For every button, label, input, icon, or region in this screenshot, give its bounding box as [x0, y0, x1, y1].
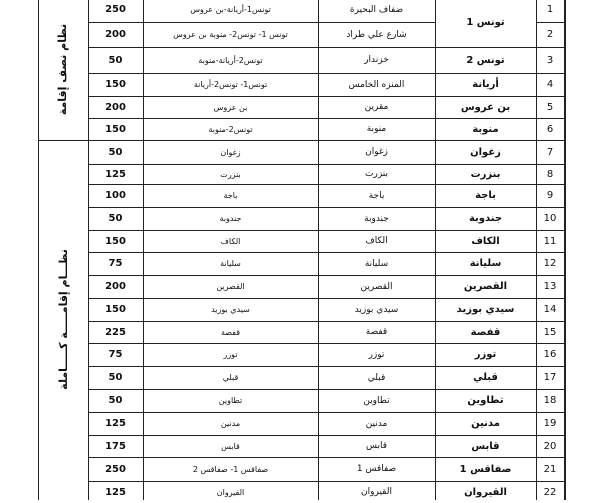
- row-rule: [88, 22, 435, 23]
- governorate-name: تونس 2: [466, 54, 505, 66]
- row-number: 19: [543, 418, 557, 429]
- row-rule: [88, 47, 564, 48]
- row-rule: [88, 96, 564, 97]
- capacity-value: 50: [108, 372, 123, 383]
- governorate-name: قفصة: [470, 326, 501, 338]
- location-name: الكاف: [365, 236, 388, 246]
- capacity-value: 50: [108, 54, 123, 66]
- location-name: توزر: [368, 349, 385, 360]
- location-name: منوبة: [366, 124, 387, 134]
- row-rule: [88, 457, 564, 458]
- governorate-name: القيروان: [464, 486, 507, 498]
- location-name: قفصة: [365, 327, 388, 337]
- served-areas: جندوبة: [219, 214, 242, 223]
- row-rule: [88, 73, 564, 74]
- section-label-half-board: [38, 0, 88, 138]
- location-name: جندوبة: [364, 213, 389, 224]
- location-name: شارع علي طراد: [346, 29, 407, 40]
- row-number: 21: [543, 463, 557, 475]
- location-name: خزندار: [364, 55, 389, 65]
- location-name: صفاقس 1: [356, 464, 397, 474]
- location-name: زغوان: [365, 147, 388, 157]
- row-number: 22: [543, 486, 557, 498]
- row-rule: [88, 230, 564, 231]
- capacity-value: 50: [108, 213, 123, 224]
- row-rule: [88, 118, 564, 119]
- row-rule: [88, 207, 564, 208]
- table-outer-border: [565, 0, 566, 500]
- served-areas: باجة: [223, 191, 238, 200]
- capacity-value: 75: [108, 349, 123, 360]
- column-rule: [88, 0, 89, 500]
- location-name: القيروان: [361, 487, 392, 497]
- served-areas: بن عروس: [213, 102, 248, 112]
- served-areas: الكاف: [220, 236, 241, 246]
- served-areas: مدنين: [220, 419, 241, 428]
- row-number: 14: [543, 304, 557, 315]
- row-number: 12: [543, 258, 557, 269]
- row-number: 6: [546, 123, 554, 135]
- row-number: 20: [543, 440, 557, 452]
- row-rule: [88, 366, 564, 367]
- served-areas: القصرين: [216, 282, 245, 291]
- capacity-value: 200: [105, 29, 126, 40]
- location-name: سيدي بوزيد: [354, 304, 399, 315]
- capacity-value: 150: [105, 123, 126, 135]
- capacity-value: 150: [105, 79, 126, 90]
- governorate-name: زغوان: [470, 146, 501, 158]
- location-name: باجة: [368, 190, 385, 201]
- row-number: 7: [546, 146, 554, 158]
- capacity-value: 150: [105, 235, 126, 247]
- location-name: القصرين: [360, 281, 393, 292]
- row-number: 13: [543, 281, 557, 292]
- served-areas: تونس1-أريانة-بن عروس: [190, 5, 271, 14]
- column-rule: [318, 0, 319, 500]
- governorate-name: تطاوين: [467, 395, 504, 406]
- served-areas: صفاقس 1- صفاقس 2: [192, 464, 269, 474]
- governorate-name: تونس 1: [466, 16, 505, 28]
- row-number: 10: [543, 213, 557, 224]
- governorate-name: باجة: [475, 190, 496, 201]
- governorate-name: قبلي: [473, 372, 498, 383]
- row-rule: [88, 275, 564, 276]
- row-number: 3: [546, 54, 554, 66]
- row-number: 9: [546, 190, 554, 201]
- row-rule: [88, 184, 564, 185]
- capacity-value: 125: [105, 418, 126, 429]
- governorate-name: القصرين: [463, 281, 508, 292]
- location-name: ضفاف البحيرة: [349, 4, 404, 15]
- served-areas: سليانة: [220, 259, 241, 268]
- row-number: 16: [543, 349, 557, 360]
- capacity-value: 250: [105, 4, 126, 15]
- served-areas: زغوان: [220, 147, 241, 157]
- served-areas: توزر: [223, 350, 238, 359]
- row-number: 2: [546, 29, 554, 40]
- capacity-value: 175: [105, 440, 126, 452]
- location-name: مدنين: [365, 418, 388, 429]
- row-number: 15: [543, 326, 557, 338]
- row-number: 4: [546, 79, 554, 90]
- column-rule: [143, 0, 144, 500]
- row-rule: [88, 435, 564, 436]
- governorate-name: جندوبة: [468, 213, 503, 224]
- section-label-half-board-text: نظام نصف إقامة: [56, 23, 70, 115]
- capacity-value: 200: [105, 281, 126, 292]
- section-label-full-board: [38, 138, 88, 500]
- capacity-value: 125: [105, 168, 126, 180]
- capacity-value: 150: [105, 304, 126, 315]
- row-rule: [88, 481, 564, 482]
- served-areas: تونس2-أريانة-منوبة: [198, 55, 263, 65]
- governorate-name: صفاقس 1: [459, 463, 512, 475]
- row-number: 1: [546, 4, 554, 15]
- served-areas: القيروان: [216, 487, 245, 497]
- column-rule: [536, 0, 537, 500]
- served-areas: بنزرت: [220, 169, 241, 179]
- governorate-name: قابس: [471, 440, 500, 452]
- served-areas: تونس 1- تونس2- منوبة بن عروس: [173, 30, 288, 39]
- governorate-name: سيدي بوزيد: [456, 304, 515, 315]
- row-rule: [88, 321, 564, 322]
- row-rule: [88, 252, 564, 253]
- row-number: 18: [543, 395, 557, 406]
- served-areas: قفصة: [220, 327, 241, 337]
- governorate-name: بنزرت: [470, 168, 501, 180]
- row-rule: [88, 140, 564, 141]
- location-name: قابس: [365, 441, 388, 451]
- row-number: 8: [546, 168, 554, 180]
- capacity-value: 250: [105, 463, 126, 475]
- row-rule: [88, 164, 564, 165]
- capacity-value: 75: [108, 258, 123, 269]
- capacity-value: 125: [105, 486, 126, 498]
- section-label-full-board-text: نظـــام إقامـــــة كـــــاملة: [56, 248, 70, 390]
- row-rule: [88, 389, 564, 390]
- governorate-name: بن عروس: [460, 101, 511, 113]
- capacity-value: 100: [105, 190, 126, 201]
- row-rule: [88, 412, 564, 413]
- location-name: قبلي: [367, 372, 386, 383]
- row-rule: [536, 22, 564, 23]
- row-rule: [88, 343, 564, 344]
- served-areas: تونس1- تونس2-أريانة: [193, 80, 268, 89]
- location-name: سليانة: [364, 258, 389, 269]
- served-areas: تونس2-منوبة: [208, 124, 253, 134]
- governorate-name: توزر: [474, 349, 497, 360]
- served-areas: قابس: [221, 441, 240, 451]
- served-areas: قبلي: [222, 373, 239, 382]
- governorate-name: منوبة: [472, 123, 499, 135]
- column-rule: [435, 0, 436, 500]
- row-number: 11: [543, 235, 557, 247]
- row-number: 17: [543, 372, 557, 383]
- governorate-name: الكاف: [471, 235, 500, 247]
- location-name: بنزرت: [365, 169, 389, 179]
- row-number: 5: [546, 101, 554, 113]
- served-areas: سيدي بوزيد: [211, 305, 250, 314]
- capacity-value: 50: [108, 395, 123, 406]
- governorate-name: أريانة: [472, 79, 499, 90]
- row-rule: [88, 298, 564, 299]
- governorate-name: سليانة: [469, 258, 502, 269]
- location-name: المنزه الخامس: [348, 79, 405, 90]
- capacity-value: 200: [105, 101, 126, 113]
- location-name: تطاوين: [363, 395, 390, 406]
- capacity-value: 50: [108, 146, 123, 158]
- served-areas: تطاوين: [218, 396, 243, 405]
- governorate-name: مدنين: [471, 418, 500, 429]
- capacity-value: 225: [105, 326, 126, 338]
- location-name: مقرين: [364, 102, 389, 112]
